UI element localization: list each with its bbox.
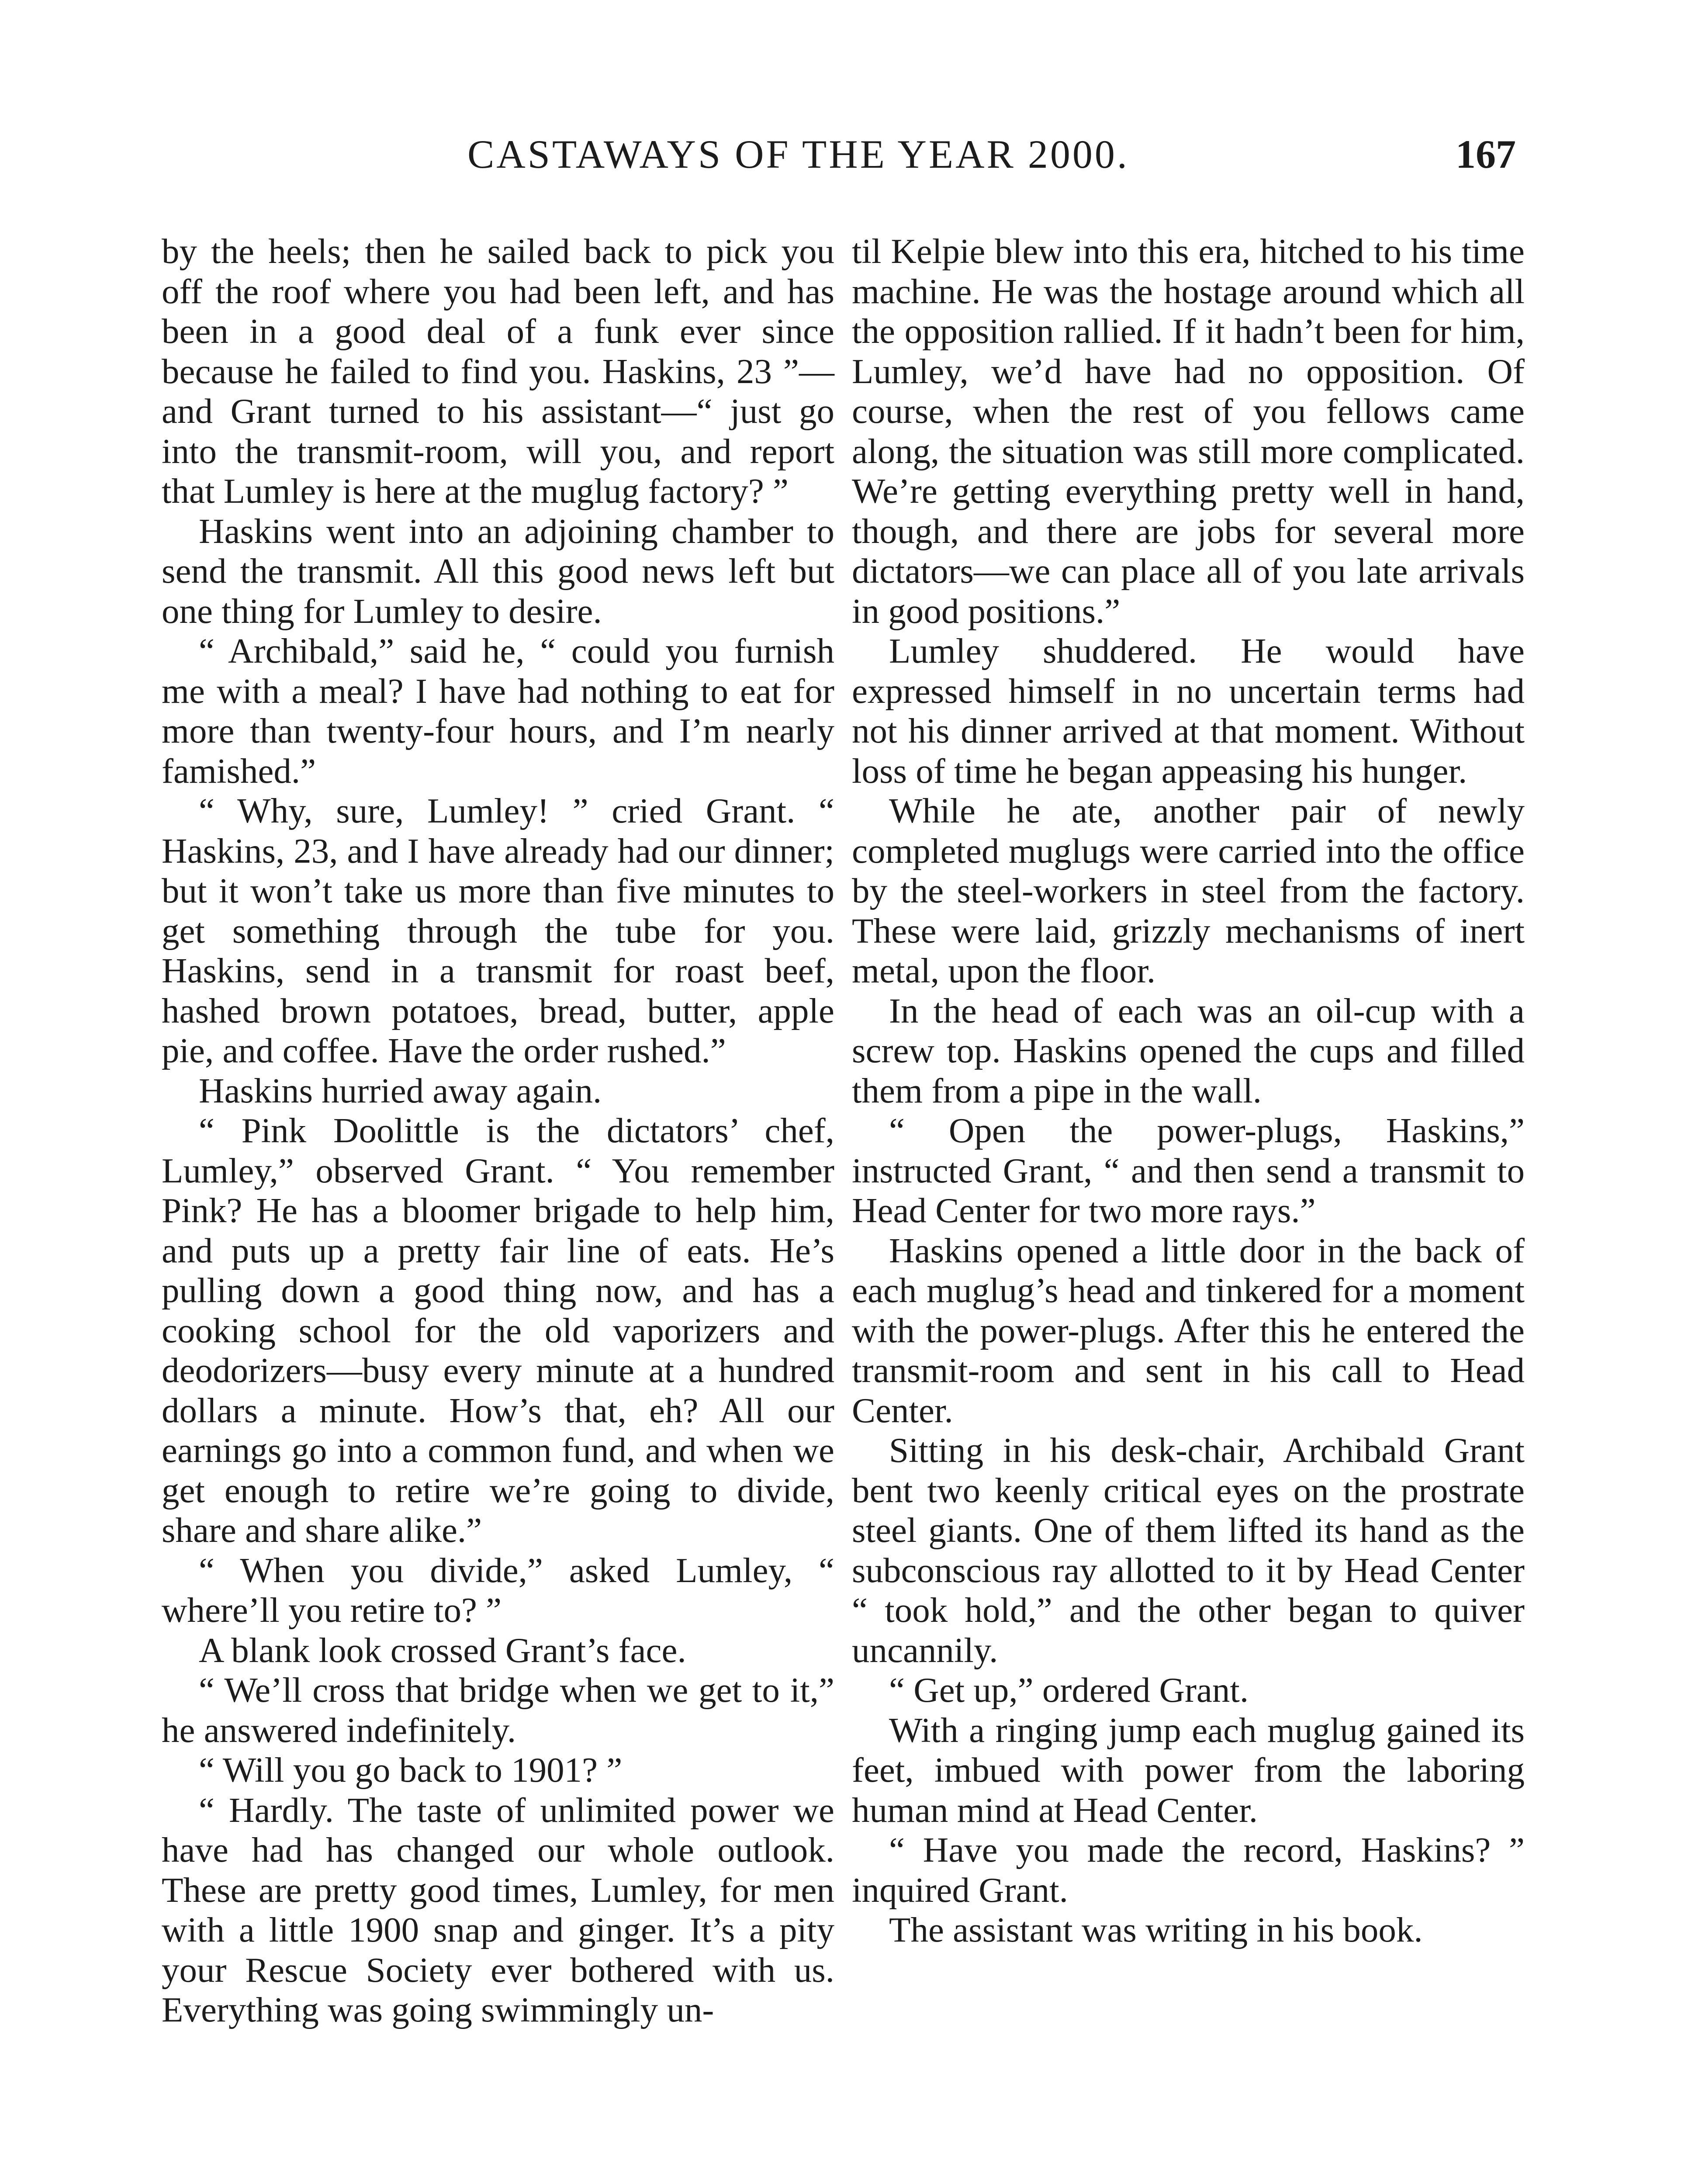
left-column: [162, 232, 834, 2030]
paragraph: by the heels; then he sailed back to pick you off the roof where you had been left, and has been in a good deal of a funk ever since because he failed to find you. Haskins, 23 ”—and Grant turned to his assistant—“ just go into the transmit-room, will you, and report that Lumley is here at the muglug factory? ”: [162, 232, 834, 511]
paragraph: “ Hardly. The taste of unlimited power we have had has changed our whole outlook. These are pretty good times, Lumley, for men with a little 1900 snap and ginger. It’s a pity your Rescue Society ever bothered with us. Everything was going swimmingly un-: [162, 1790, 834, 2029]
paragraph: “ Get up,” ordered Grant.: [889, 1670, 1249, 1710]
paragraph: Haskins opened a little door in the back of each muglug’s head and tinkered for a moment with the power-plugs. After this he entered the transmit-room and sent in his call to Head Center.: [852, 1230, 1525, 1430]
paragraph: “ Have you made the record, Haskins? ” inquired Grant.: [852, 1830, 1525, 1910]
paragraph: “ We’ll cross that bridge when we get to it,” he answered indefinitely.: [162, 1670, 834, 1750]
page-number: 167: [1456, 132, 1516, 176]
paragraph: “ Archibald,” said he, “ could you furnish me with a meal? I have had nothing to eat for more than twenty-four hours, and I’m nearly famished.”: [162, 631, 834, 791]
paragraph: “ When you divide,” asked Lumley, “ where’ll you retire to? ”: [162, 1550, 834, 1630]
paragraph: While he ate, another pair of newly completed muglugs were carried into the office by the steel-workers in steel from the factory. These were laid, grizzly mechanisms of inert metal, upon the floor.: [852, 791, 1525, 990]
paragraph: “ Will you go back to 1901? ”: [199, 1750, 623, 1790]
paragraph: In the head of each was an oil-cup with a screw top. Haskins opened the cups and filled them from a pipe in the wall.: [852, 991, 1525, 1110]
paragraph: til Kelpie blew into this era, hitched to his time machine. He was the hostage around which all the opposition rallied. If it hadn’t been for him, Lumley, we’d have had no opposition. Of course, when the rest of you fellows came along, the situation was still more complicated. We’re getting everything pretty well in hand, though, and there are jobs for several more dictators—we can place all of you late arrivals in good positions.”: [852, 232, 1525, 631]
right-column: [852, 232, 1525, 1950]
paragraph: “ Why, sure, Lumley! ” cried Grant. “ Haskins, 23, and I have already had our dinner; but it won’t take us more than five minutes to get something through the tube for you. Haskins, send in a transmit for roast beef, hashed brown potatoes, bread, butter, apple pie, and coffee. Have the order rushed.”: [162, 791, 834, 1070]
paragraph: Sitting in his desk-chair, Archibald Grant bent two keenly critical eyes on the prostrate steel giants. One of them lifted its hand as the subconscious ray allotted to it by Head Center “ took hold,” and the other began to quiver uncannily.: [852, 1431, 1525, 1670]
paragraph: A blank look crossed Grant’s face.: [199, 1630, 686, 1670]
paragraph: Lumley shuddered. He would have expressed himself in no uncertain terms had not his dinner arrived at that moment. Without loss of time he began appeasing his hunger.: [852, 631, 1525, 791]
paragraph: The assistant was writing in his book.: [889, 1910, 1423, 1949]
paragraph: Haskins hurried away again.: [199, 1071, 602, 1110]
paragraph: “ Open the power-plugs, Haskins,” instructed Grant, “ and then send a transmit to Head Center for two more rays.”: [852, 1111, 1525, 1230]
paragraph: With a ringing jump each muglug gained its feet, imbued with power from the laboring human mind at Head Center.: [852, 1710, 1525, 1830]
paragraph: “ Pink Doolittle is the dictators’ chef, Lumley,” observed Grant. “ You remember Pink? He has a bloomer brigade to help him, and puts up a pretty fair line of eats. He’s pulling down a good thing now, and has a cooking school for the old vaporizers and deodorizers—busy every minute at a hundred dollars a minute. How’s that, eh? All our earnings go into a common fund, and when we get enough to retire we’re going to divide, share and share alike.”: [162, 1111, 834, 1550]
paragraph: Haskins went into an adjoining chamber to send the transmit. All this good news left but one thing for Lumley to desire.: [162, 511, 834, 631]
running-title: CASTAWAYS OF THE YEAR 2000.: [467, 132, 1129, 176]
running-header: [162, 131, 1516, 183]
